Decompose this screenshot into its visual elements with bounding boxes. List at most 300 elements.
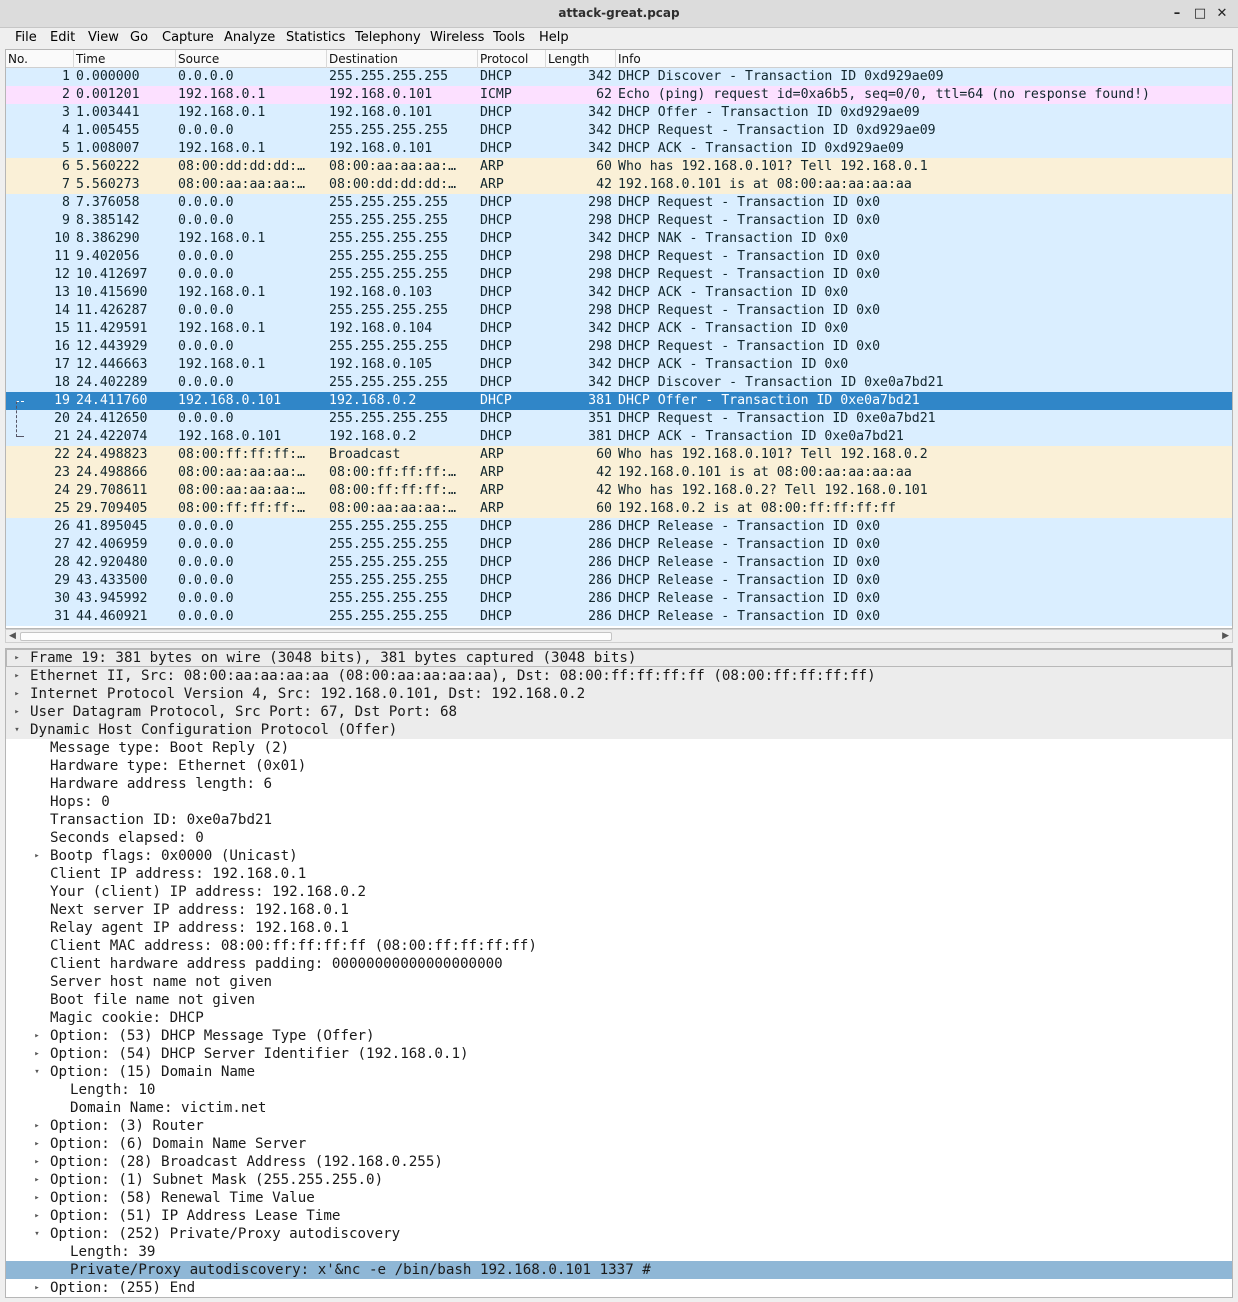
- packet-protocol: DHCP: [480, 105, 512, 120]
- packet-source: 0.0.0.0: [178, 573, 234, 588]
- packet-destination: 255.255.255.255: [329, 411, 449, 426]
- packet-info: DHCP Discover - Transaction ID 0xe0a7bd21: [618, 375, 944, 390]
- packet-source: 08:00:ff:ff:ff:…: [178, 501, 306, 516]
- packet-number: 2: [62, 87, 70, 102]
- packet-destination: 255.255.255.255: [329, 555, 449, 570]
- packet-number: 11: [54, 249, 70, 264]
- col-info[interactable]: Info: [618, 52, 641, 66]
- detail-text: Option: (252) Private/Proxy autodiscovery: [50, 1226, 401, 1242]
- packet-destination: 255.255.255.255: [329, 195, 449, 210]
- detail-text: Option: (28) Broadcast Address (192.168.0.255): [50, 1154, 443, 1170]
- packet-destination: 192.168.0.104: [329, 321, 433, 336]
- packet-length: 342: [588, 105, 612, 120]
- packet-destination: 08:00:dd:dd:dd:…: [329, 177, 457, 192]
- menu-view[interactable]: View: [88, 30, 119, 45]
- packet-row[interactable]: [6, 284, 1232, 302]
- packet-source: 192.168.0.1: [178, 285, 266, 300]
- detail-text: Client MAC address: 08:00:ff:ff:ff:ff (08:00:ff:ff:ff:ff): [50, 938, 537, 954]
- detail-field[interactable]: [6, 1243, 1232, 1261]
- packet-info: 192.168.0.101 is at 08:00:aa:aa:aa:aa: [618, 177, 912, 192]
- col-no[interactable]: No.: [6, 50, 74, 68]
- detail-protocol-node[interactable]: [6, 703, 1232, 721]
- collapse-arrow-icon[interactable]: ▸: [14, 689, 20, 699]
- packet-info: 192.168.0.2 is at 08:00:ff:ff:ff:ff: [618, 501, 896, 516]
- detail-field[interactable]: [6, 919, 1232, 937]
- detail-field[interactable]: [6, 1135, 1232, 1153]
- collapse-arrow-icon[interactable]: ▸: [14, 707, 20, 717]
- menu-capture[interactable]: Capture: [162, 30, 214, 45]
- packet-time: 11.429591: [76, 321, 148, 336]
- packet-source: 0.0.0.0: [178, 249, 234, 264]
- detail-text: Option: (53) DHCP Message Type (Offer): [50, 1028, 375, 1044]
- packet-length: 60: [596, 501, 612, 516]
- packet-length: 60: [596, 159, 612, 174]
- collapse-arrow-icon[interactable]: ▸: [34, 1193, 40, 1203]
- collapse-arrow-icon[interactable]: ▸: [34, 1121, 40, 1131]
- packet-row[interactable]: [6, 446, 1232, 464]
- detail-text: Transaction ID: 0xe0a7bd21: [50, 812, 273, 828]
- packet-protocol: DHCP: [480, 69, 512, 84]
- packet-protocol: DHCP: [480, 375, 512, 390]
- packet-protocol: DHCP: [480, 339, 512, 354]
- detail-field[interactable]: [6, 901, 1232, 919]
- detail-field[interactable]: [6, 1189, 1232, 1207]
- packet-length: 286: [588, 555, 612, 570]
- packet-protocol: ARP: [480, 465, 504, 480]
- minimize-icon[interactable]: –: [1173, 6, 1181, 21]
- detail-field[interactable]: [6, 955, 1232, 973]
- packet-length: 351: [588, 411, 612, 426]
- packet-protocol: ARP: [480, 177, 504, 192]
- collapse-arrow-icon[interactable]: ▸: [34, 1283, 40, 1293]
- close-icon[interactable]: ✕: [1216, 6, 1228, 21]
- packet-info: DHCP ACK - Transaction ID 0xe0a7bd21: [618, 429, 904, 444]
- packet-info: DHCP Request - Transaction ID 0x0: [618, 249, 881, 264]
- menu-statistics[interactable]: Statistics: [286, 30, 346, 45]
- packet-info: DHCP Release - Transaction ID 0x0: [618, 555, 881, 570]
- packet-destination: 192.168.0.105: [329, 357, 433, 372]
- detail-text: Boot file name not given: [50, 992, 255, 1008]
- menu-tools[interactable]: Tools: [493, 30, 526, 45]
- detail-field[interactable]: [6, 829, 1232, 847]
- packet-info: DHCP Release - Transaction ID 0x0: [618, 573, 881, 588]
- packet-protocol: DHCP: [480, 591, 512, 606]
- packet-number: 31: [54, 609, 70, 624]
- packet-info: Who has 192.168.0.101? Tell 192.168.0.2: [618, 447, 928, 462]
- packet-protocol: DHCP: [480, 609, 512, 624]
- collapse-arrow-icon[interactable]: ▸: [34, 1211, 40, 1221]
- packet-number: 4: [62, 123, 70, 138]
- packet-time: 5.560222: [76, 159, 140, 174]
- packet-info: Echo (ping) request id=0xa6b5, seq=0/0, ttl=64 (no response found!): [618, 87, 1150, 102]
- menu-edit[interactable]: Edit: [50, 30, 76, 45]
- packet-number: 16: [54, 339, 70, 354]
- packet-info: DHCP Request - Transaction ID 0x0: [618, 339, 881, 354]
- packet-row[interactable]: [6, 374, 1232, 392]
- packet-number: 28: [54, 555, 70, 570]
- detail-field[interactable]: [6, 1117, 1232, 1135]
- packet-number: 1: [62, 69, 70, 84]
- packet-destination: 192.168.0.103: [329, 285, 433, 300]
- packet-destination: 255.255.255.255: [329, 573, 449, 588]
- detail-field[interactable]: [6, 1171, 1232, 1189]
- packet-destination: 255.255.255.255: [329, 375, 449, 390]
- column-header: [6, 50, 1232, 68]
- packet-source: 0.0.0.0: [178, 339, 234, 354]
- packet-time: 1.003441: [76, 105, 140, 120]
- detail-field[interactable]: [6, 991, 1232, 1009]
- packet-length: 342: [588, 321, 612, 336]
- packet-destination: 255.255.255.255: [329, 231, 449, 246]
- packet-row[interactable]: [6, 194, 1232, 212]
- packet-source: 192.168.0.1: [178, 105, 266, 120]
- packet-info: DHCP Request - Transaction ID 0x0: [618, 213, 881, 228]
- packet-number: 20: [54, 411, 70, 426]
- detail-text: Length: 39: [70, 1244, 156, 1260]
- detail-field[interactable]: [6, 1261, 1232, 1279]
- packet-row[interactable]: [6, 500, 1232, 518]
- detail-text: Option: (58) Renewal Time Value: [50, 1190, 315, 1206]
- menu-telephony[interactable]: Telephony: [355, 30, 421, 45]
- packet-protocol: DHCP: [480, 285, 512, 300]
- packet-source: 0.0.0.0: [178, 609, 234, 624]
- packet-row[interactable]: [6, 320, 1232, 338]
- col-length[interactable]: Length: [546, 50, 616, 68]
- packet-destination: 255.255.255.255: [329, 213, 449, 228]
- packet-number: 24: [54, 483, 70, 498]
- detail-text: Next server IP address: 192.168.0.1: [50, 902, 349, 918]
- packet-length: 298: [588, 267, 612, 282]
- packet-destination: 08:00:aa:aa:aa:…: [329, 501, 457, 516]
- packet-protocol: DHCP: [480, 231, 512, 246]
- packet-row[interactable]: [6, 608, 1232, 626]
- detail-protocol-node[interactable]: [6, 649, 1232, 667]
- menu-go[interactable]: Go: [130, 30, 149, 45]
- packet-row[interactable]: [6, 410, 1232, 428]
- detail-text: Option: (255) End: [50, 1280, 196, 1296]
- detail-text: Client hardware address padding: 00000000000000000000: [50, 956, 503, 972]
- packet-time: 41.895045: [76, 519, 148, 534]
- packet-row[interactable]: [6, 266, 1232, 284]
- detail-field[interactable]: [6, 1009, 1232, 1027]
- packet-source: 0.0.0.0: [178, 411, 234, 426]
- detail-text: Relay agent IP address: 192.168.0.1: [50, 920, 349, 936]
- packet-length: 342: [588, 123, 612, 138]
- maximize-icon[interactable]: □: [1193, 6, 1207, 21]
- packet-row[interactable]: [6, 176, 1232, 194]
- packet-source: 08:00:aa:aa:aa:…: [178, 483, 306, 498]
- packet-time: 42.920480: [76, 555, 148, 570]
- packet-length: 298: [588, 303, 612, 318]
- detail-text: Frame 19: 381 bytes on wire (3048 bits), 381 bytes captured (3048 bits): [30, 650, 637, 666]
- packet-row[interactable]: [6, 518, 1232, 536]
- packet-time: 42.406959: [76, 537, 148, 552]
- packet-protocol: DHCP: [480, 213, 512, 228]
- packet-row[interactable]: [6, 158, 1232, 176]
- detail-field[interactable]: [6, 775, 1232, 793]
- scroll-right-icon[interactable]: ▶: [1222, 631, 1229, 641]
- packet-number: 18: [54, 375, 70, 390]
- packet-time: 11.426287: [76, 303, 148, 318]
- packet-info: DHCP Release - Transaction ID 0x0: [618, 609, 881, 624]
- packet-time: 44.460921: [76, 609, 148, 624]
- detail-text: Message type: Boot Reply (2): [50, 740, 290, 756]
- detail-text: Your (client) IP address: 192.168.0.2: [50, 884, 367, 900]
- col-destination[interactable]: Destination: [327, 50, 478, 68]
- packet-time: 29.708611: [76, 483, 148, 498]
- collapse-arrow-icon[interactable]: ▸: [34, 1031, 40, 1041]
- packet-length: 342: [588, 285, 612, 300]
- expand-arrow-icon[interactable]: ▾: [14, 725, 20, 735]
- detail-text: Option: (3) Router: [50, 1118, 204, 1134]
- packet-number: 13: [54, 285, 70, 300]
- packet-source: 0.0.0.0: [178, 375, 234, 390]
- packet-destination: 255.255.255.255: [329, 267, 449, 282]
- packet-row[interactable]: [6, 338, 1232, 356]
- detail-field[interactable]: [6, 793, 1232, 811]
- packet-length: 342: [588, 69, 612, 84]
- detail-text: Bootp flags: 0x0000 (Unicast): [50, 848, 298, 864]
- packet-info: DHCP Release - Transaction ID 0x0: [618, 537, 881, 552]
- menu-help[interactable]: Help: [539, 30, 569, 45]
- packet-source: 192.168.0.1: [178, 231, 266, 246]
- col-source[interactable]: Source: [176, 50, 327, 68]
- packet-destination: 255.255.255.255: [329, 303, 449, 318]
- detail-text: Hardware type: Ethernet (0x01): [50, 758, 307, 774]
- packet-info: DHCP NAK - Transaction ID 0x0: [618, 231, 849, 246]
- packet-protocol: DHCP: [480, 357, 512, 372]
- packet-time: 8.385142: [76, 213, 140, 228]
- packet-destination: 255.255.255.255: [329, 249, 449, 264]
- detail-field[interactable]: [6, 1099, 1232, 1117]
- detail-field[interactable]: [6, 1225, 1232, 1243]
- packet-info: DHCP Request - Transaction ID 0x0: [618, 303, 881, 318]
- packet-length: 381: [588, 393, 612, 408]
- packet-row[interactable]: [6, 140, 1232, 158]
- packet-protocol: ARP: [480, 447, 504, 462]
- packet-row[interactable]: [6, 482, 1232, 500]
- packet-source: 0.0.0.0: [178, 591, 234, 606]
- packet-destination: 192.168.0.2: [329, 429, 417, 444]
- packet-number: 15: [54, 321, 70, 336]
- packet-destination: 192.168.0.101: [329, 87, 433, 102]
- detail-text: Seconds elapsed: 0: [50, 830, 204, 846]
- packet-time: 10.412697: [76, 267, 148, 282]
- packet-time: 1.008007: [76, 141, 140, 156]
- packet-length: 298: [588, 339, 612, 354]
- packet-info: DHCP ACK - Transaction ID 0xd929ae09: [618, 141, 904, 156]
- packet-length: 342: [588, 141, 612, 156]
- packet-protocol: ARP: [480, 483, 504, 498]
- detail-text: Option: (15) Domain Name: [50, 1064, 255, 1080]
- collapse-arrow-icon[interactable]: ▸: [14, 653, 20, 663]
- packet-length: 286: [588, 609, 612, 624]
- packet-row[interactable]: [6, 122, 1232, 140]
- packet-length: 298: [588, 195, 612, 210]
- packet-time: 0.000000: [76, 69, 140, 84]
- detail-field[interactable]: [6, 1081, 1232, 1099]
- window-title: attack-great.pcap: [558, 6, 680, 20]
- packet-time: 24.412650: [76, 411, 148, 426]
- packet-protocol: DHCP: [480, 303, 512, 318]
- packet-info: DHCP Release - Transaction ID 0x0: [618, 519, 881, 534]
- detail-text: Option: (51) IP Address Lease Time: [50, 1208, 341, 1224]
- packet-info: DHCP Release - Transaction ID 0x0: [618, 591, 881, 606]
- packet-number: 5: [62, 141, 70, 156]
- collapse-arrow-icon[interactable]: ▸: [34, 851, 40, 861]
- packet-row[interactable]: [6, 428, 1232, 446]
- detail-protocol-node[interactable]: [6, 667, 1232, 685]
- packet-protocol: ARP: [480, 159, 504, 174]
- detail-field[interactable]: [6, 1153, 1232, 1171]
- packet-info: DHCP Offer - Transaction ID 0xd929ae09: [618, 105, 920, 120]
- packet-source: 0.0.0.0: [178, 213, 234, 228]
- menu-file[interactable]: File: [15, 30, 37, 45]
- collapse-arrow-icon[interactable]: ▸: [34, 1139, 40, 1149]
- packet-row[interactable]: [6, 302, 1232, 320]
- packet-row[interactable]: [6, 590, 1232, 608]
- packet-length: 286: [588, 519, 612, 534]
- packet-info: Who has 192.168.0.101? Tell 192.168.0.1: [618, 159, 928, 174]
- detail-field[interactable]: [6, 937, 1232, 955]
- detail-field[interactable]: [6, 1207, 1232, 1225]
- packet-info: DHCP Offer - Transaction ID 0xe0a7bd21: [618, 393, 920, 408]
- packet-number: 17: [54, 357, 70, 372]
- packet-length: 286: [588, 537, 612, 552]
- packet-destination: 192.168.0.101: [329, 141, 433, 156]
- detail-field[interactable]: [6, 1063, 1232, 1081]
- packet-source: 192.168.0.1: [178, 357, 266, 372]
- packet-protocol: DHCP: [480, 555, 512, 570]
- packet-destination: Broadcast: [329, 447, 401, 462]
- packet-row[interactable]: [6, 212, 1232, 230]
- packet-destination: 255.255.255.255: [329, 519, 449, 534]
- packet-time: 24.498823: [76, 447, 148, 462]
- scroll-thumb[interactable]: [20, 632, 612, 641]
- packet-time: 5.560273: [76, 177, 140, 192]
- packet-time: 24.411760: [76, 393, 148, 408]
- scroll-left-icon[interactable]: ◀: [9, 631, 16, 641]
- collapse-arrow-icon[interactable]: ▸: [34, 1175, 40, 1185]
- packet-row[interactable]: [6, 554, 1232, 572]
- expand-arrow-icon[interactable]: ▾: [34, 1229, 40, 1239]
- packet-protocol: DHCP: [480, 411, 512, 426]
- packet-protocol: DHCP: [480, 141, 512, 156]
- detail-text: Option: (54) DHCP Server Identifier (192.168.0.1): [50, 1046, 469, 1062]
- detail-field[interactable]: [6, 847, 1232, 865]
- detail-text: Magic cookie: DHCP: [50, 1010, 204, 1026]
- packet-row[interactable]: [6, 464, 1232, 482]
- detail-field[interactable]: [6, 811, 1232, 829]
- packet-row[interactable]: [6, 572, 1232, 590]
- packet-source: 0.0.0.0: [178, 123, 234, 138]
- packet-protocol: DHCP: [480, 393, 512, 408]
- packet-number: 30: [54, 591, 70, 606]
- detail-text: User Datagram Protocol, Src Port: 67, Dst Port: 68: [30, 704, 458, 720]
- detail-text: Length: 10: [70, 1082, 156, 1098]
- packet-source: 192.168.0.101: [178, 393, 282, 408]
- packet-length: 381: [588, 429, 612, 444]
- packet-protocol: ICMP: [480, 87, 512, 102]
- packet-source: 192.168.0.1: [178, 321, 266, 336]
- packet-length: 42: [596, 465, 612, 480]
- packet-info: DHCP Request - Transaction ID 0x0: [618, 195, 881, 210]
- packet-row[interactable]: [6, 68, 1232, 86]
- packet-time: 43.945992: [76, 591, 148, 606]
- packet-row[interactable]: [6, 248, 1232, 266]
- collapse-arrow-icon[interactable]: ▸: [14, 671, 20, 681]
- detail-field[interactable]: [6, 739, 1232, 757]
- collapse-arrow-icon[interactable]: ▸: [34, 1157, 40, 1167]
- packet-info: DHCP Request - Transaction ID 0x0: [618, 267, 881, 282]
- detail-field[interactable]: [6, 757, 1232, 775]
- packet-destination: 192.168.0.2: [329, 393, 417, 408]
- packet-source: 08:00:aa:aa:aa:…: [178, 465, 306, 480]
- packet-source: 0.0.0.0: [178, 537, 234, 552]
- packet-row[interactable]: [6, 356, 1232, 374]
- packet-time: 24.402289: [76, 375, 148, 390]
- conversation-bracket-icon: [16, 401, 24, 437]
- menu-analyze[interactable]: Analyze: [224, 30, 276, 45]
- packet-time: 1.005455: [76, 123, 140, 138]
- packet-time: 43.433500: [76, 573, 148, 588]
- packet-time: 9.402056: [76, 249, 140, 264]
- packet-protocol: DHCP: [480, 321, 512, 336]
- packet-number: 6: [62, 159, 70, 174]
- packet-source: 192.168.0.1: [178, 141, 266, 156]
- packet-rows: [6, 68, 1232, 626]
- col-time[interactable]: Time: [74, 50, 176, 68]
- packet-number: 14: [54, 303, 70, 318]
- packet-destination: 255.255.255.255: [329, 591, 449, 606]
- detail-field[interactable]: [6, 883, 1232, 901]
- collapse-arrow-icon[interactable]: ▸: [34, 1049, 40, 1059]
- packet-source: 0.0.0.0: [178, 69, 234, 84]
- packet-time: 7.376058: [76, 195, 140, 210]
- detail-field[interactable]: [6, 1045, 1232, 1063]
- detail-field[interactable]: [6, 973, 1232, 991]
- packet-details[interactable]: [5, 648, 1233, 1298]
- detail-field[interactable]: [6, 865, 1232, 883]
- expand-arrow-icon[interactable]: ▾: [34, 1067, 40, 1077]
- packet-row[interactable]: [6, 536, 1232, 554]
- packet-source: 0.0.0.0: [178, 303, 234, 318]
- packet-row[interactable]: [6, 104, 1232, 122]
- packet-row[interactable]: [6, 86, 1232, 104]
- horizontal-scrollbar[interactable]: [5, 629, 1233, 643]
- packet-row[interactable]: [6, 230, 1232, 248]
- packet-list[interactable]: [5, 49, 1233, 629]
- detail-field[interactable]: [6, 1279, 1232, 1297]
- packet-number: 3: [62, 105, 70, 120]
- packet-protocol: DHCP: [480, 573, 512, 588]
- packet-number: 10: [54, 231, 70, 246]
- detail-text: Client IP address: 192.168.0.1: [50, 866, 307, 882]
- packet-time: 29.709405: [76, 501, 148, 516]
- detail-protocol-node[interactable]: [6, 685, 1232, 703]
- menu-wireless[interactable]: Wireless: [430, 30, 485, 45]
- packet-number: 7: [62, 177, 70, 192]
- col-protocol[interactable]: Protocol: [478, 50, 546, 68]
- packet-time: 24.498866: [76, 465, 148, 480]
- packet-protocol: DHCP: [480, 195, 512, 210]
- detail-field[interactable]: [6, 1027, 1232, 1045]
- packet-protocol: DHCP: [480, 519, 512, 534]
- packet-number: 9: [62, 213, 70, 228]
- detail-protocol-node[interactable]: [6, 721, 1232, 739]
- packet-protocol: DHCP: [480, 123, 512, 138]
- packet-row-selected[interactable]: [6, 392, 1232, 410]
